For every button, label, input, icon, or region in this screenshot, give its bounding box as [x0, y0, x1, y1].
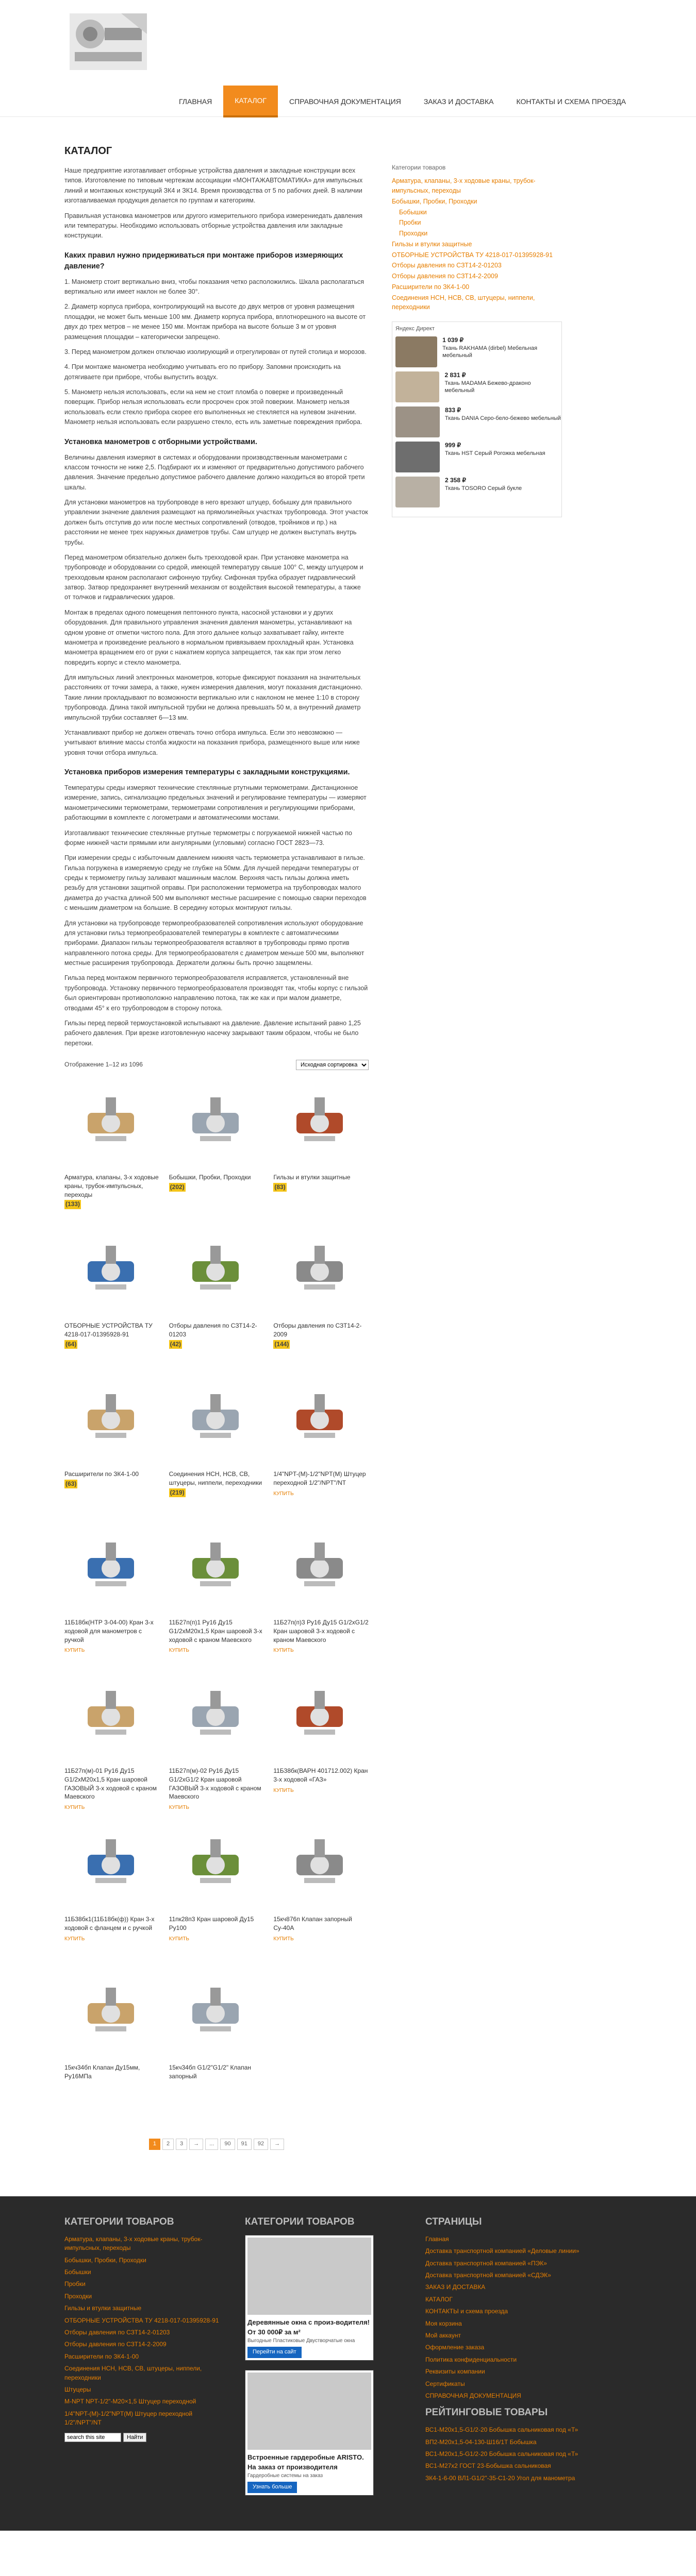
product-name[interactable]: Гильзы и втулки защитные	[273, 1174, 351, 1181]
footer-link[interactable]: Пробки	[64, 2280, 86, 2288]
product-image[interactable]	[64, 1970, 157, 2057]
product-card[interactable]	[273, 1228, 369, 1376]
footer-ads	[245, 2217, 410, 2505]
product-card[interactable]	[169, 1673, 264, 1821]
footer-link[interactable]: Доставка транспортной компанией «ПЭК»	[425, 2259, 547, 2267]
ad-image[interactable]	[395, 371, 439, 402]
product-image[interactable]	[169, 1376, 262, 1464]
intro-paragraph: Наше предприятие изготавливает отборные устройства давления и закладные конструкции всех типов. Изготовление по типовым чертежам ассоциации «МОНТАЖАВТОМАТИКА» для импульсных линий и монтажных конструкций ЗК4 и ЗК14. Время производства от 5 по рабочих дней. В наличии изготавливаемая продукция делается по группам и категориям.	[64, 167, 363, 205]
ad-price: 2 831 ₽	[444, 371, 466, 379]
result-count: Отображение 1–12 из 1096	[64, 1061, 143, 1069]
footer-link[interactable]: Проходки	[64, 2292, 92, 2300]
product-image[interactable]	[273, 1376, 366, 1464]
product-card[interactable]	[169, 1376, 264, 1524]
product-image[interactable]	[169, 1228, 262, 1315]
buy-link[interactable]: КУПИТЬ	[273, 1490, 294, 1497]
sidebar-category-item[interactable]	[392, 229, 562, 239]
product-card[interactable]	[64, 1079, 160, 1228]
product-name[interactable]: 11Б27п(м)-02 Ру16 Ду15 G1/2хG1/2 Кран шаровой ГАЗОВЫЙ 3-х ходовой с краном Маевского	[169, 1767, 261, 1801]
product-name[interactable]: Отборы давления по СЗТ14-2-2009	[273, 1322, 362, 1338]
footer-link[interactable]: ОТБОРНЫЕ УСТРОЙСТВА ТУ 4218-017-01395928-91	[64, 2316, 219, 2324]
product-image[interactable]	[273, 1079, 366, 1167]
product-name[interactable]: Арматура, клапаны, 3-х ходовые краны, трубок-импульсных, переходы	[64, 1174, 159, 1198]
footer-link[interactable]: Доставка транспортной компанией «СДЭК»	[425, 2272, 551, 2279]
sidebar-category-item[interactable]	[392, 208, 562, 217]
ad-item[interactable]	[395, 336, 561, 367]
sidebar-category-link[interactable]: Гильзы и втулки защитные	[392, 240, 472, 248]
product-name[interactable]: Соединения НСН, НСВ, СВ, штуцеры, ниппели, переходники	[169, 1470, 262, 1486]
footer-link[interactable]: Доставка транспортной компанией «Деловые линии»	[425, 2247, 579, 2255]
nav-catalog[interactable]: КАТАЛОГ	[223, 86, 278, 117]
section-heading: Установка приборов измерения температуры с закладными конструкциями.	[64, 768, 350, 777]
footer-heading: СТРАНИЦЫ	[425, 2216, 482, 2227]
footer-link[interactable]: Соединения НСН, НСВ, СВ, штуцеры, ниппели, переходники	[64, 2365, 202, 2381]
sidebar-ad[interactable]	[392, 321, 562, 517]
page-link[interactable]: 1	[149, 2139, 160, 2150]
product-card[interactable]	[273, 1524, 369, 1673]
product-card[interactable]	[273, 1079, 369, 1228]
product-name[interactable]: 11Б27п(п)3 Ру16 Ду15 G1/2хG1/2 Кран шаровой 3-х ходовой с краном Маевского	[273, 1619, 369, 1643]
footer-link[interactable]: Оформление заказа	[425, 2344, 485, 2351]
footer-link[interactable]: Бобышки	[64, 2268, 91, 2276]
sidebar-category-item[interactable]	[392, 240, 562, 249]
buy-link[interactable]: КУПИТЬ	[64, 1936, 85, 1942]
product-name[interactable]: 11Б38бк1(11Б18бк(ф)) Кран 3-х ходовой с фланцем и с ручкой	[64, 1916, 155, 1931]
ad-description: Ткань HST Серый Рогожка мебельная	[445, 450, 545, 456]
product-name[interactable]: ОТБОРНЫЕ УСТРОЙСТВА ТУ 4218-017-01395928-91	[64, 1322, 153, 1338]
body-paragraph: Для установки манометров на трубопроводе в него врезают штуцер, бобышку для правильного управлении значение давления размещают на прямолинейных участках трубопровода. Этот участок должен быть отступив до или после местных сопротивлений (отводов, тройников и пр.) на расстоянии не менее трех наружных диаметров трубы. Сам штуцер не должен выступать внутрь трубы.	[64, 499, 368, 546]
product-image[interactable]	[64, 1524, 157, 1612]
footer-ad[interactable]	[245, 2235, 374, 2361]
body-paragraph: Для импульсных линий электронных манометров, которые фиксируют показания на значительных расстояниях от точки замера, а также, нужен измерения давления, могут показания дистанционно. Такие линии прокладывают по возможности вертикально или с наклоном не менее 1:10 в сторону трубопровода. Длина такой импульсной трубки не должна превышать 50 м, а внутренний диаметр импульсной трубки составляет 6—13 мм.	[64, 674, 363, 721]
sidebar-category-link[interactable]: Проходки	[399, 230, 428, 238]
product-count-badge: (42)	[169, 1340, 182, 1349]
product-name[interactable]: 11Б27п(п)1 Ру16 Ду15 G1/2хМ20х1,5 Кран шаровой 3-х ходовой с краном Маевского	[169, 1619, 262, 1643]
body-paragraph: Гильзы перед первой термоустановкой испытывают на давление. Давление испытаний равно 1,25 рабочего давления. При врезке изготовленную насечку закрывают таким образом, чтобы не было перетоки.	[64, 1019, 361, 1047]
footer-ad-title[interactable]: Встроенные гардеробные ARISTO. На заказ от производителя	[247, 2453, 364, 2471]
section-heading: Каких правил нужно придерживаться при монтаже приборов измеряющих давление?	[64, 251, 343, 270]
product-count-badge: (202)	[169, 1183, 186, 1192]
ad-description: Ткань RAKHAMA (dirbel) Мебельная мебельный	[442, 345, 538, 359]
footer-link[interactable]: Мой аккаунт	[425, 2332, 461, 2340]
sort-select[interactable]	[296, 1060, 369, 1070]
ad-text-block	[442, 336, 561, 367]
product-count-badge: (83)	[273, 1183, 286, 1192]
product-card[interactable]	[273, 1673, 369, 1821]
product-count-badge: (219)	[169, 1488, 186, 1497]
ad-image[interactable]	[395, 336, 437, 367]
page-link[interactable]: →	[189, 2139, 203, 2150]
sidebar-category-link[interactable]: Отборы давления по СЗТ14-2-2009	[392, 273, 498, 280]
footer-ad[interactable]	[245, 2370, 374, 2496]
product-image[interactable]	[273, 1524, 366, 1612]
body-paragraph: Перед манометром обязательно должен быть трехходовой кран. При установке манометра на трубопроводе и оборудовании со средой, имеющей температуру свыше 100° C, между штуцером и трехходовым краном располагают сифонную трубку. Сифонная трубка образует гидравлический затвор. Затвор предохраняет внутренний механизм от воздействия высокой температуры, а также от толчков и гидравлических ударов.	[64, 553, 363, 601]
sidebar-category-item[interactable]	[392, 218, 562, 228]
ad-price: 2 358 ₽	[445, 477, 466, 484]
ad-item[interactable]	[395, 477, 561, 507]
product-image[interactable]	[169, 1079, 262, 1167]
footer-link[interactable]: ВС1-М27х2 ГОСТ 23-Бобышка сальниковая	[425, 2462, 551, 2470]
product-name[interactable]: 11Б38бк(ВАРН 401712.002) Кран 3-х ходовой «ГАЗ»	[273, 1767, 368, 1783]
footer-pages	[425, 2217, 590, 2505]
footer-link[interactable]: М-NPT NPT-1/2"-М20×1,5 Штуцер переходной	[64, 2398, 196, 2405]
footer-link[interactable]: Реквизиты компании	[425, 2368, 485, 2376]
product-card[interactable]	[64, 1228, 160, 1376]
sidebar	[392, 117, 562, 2196]
sidebar-category-link[interactable]: Бобышки	[399, 208, 427, 216]
sidebar-category-item[interactable]	[392, 176, 562, 196]
page-link[interactable]: 90	[220, 2139, 235, 2150]
buy-link[interactable]: КУПИТЬ	[273, 1787, 294, 1793]
sidebar-category-item[interactable]	[392, 261, 562, 270]
footer-link[interactable]: Главная	[425, 2235, 449, 2243]
product-name[interactable]: Расширители по ЗК4-1-00	[64, 1470, 139, 1478]
page-title: КАТАЛОГ	[64, 145, 112, 157]
product-image[interactable]	[169, 1970, 262, 2057]
footer-categories	[64, 2217, 229, 2505]
product-name[interactable]: Бобышки, Пробки, Проходки	[169, 1174, 251, 1181]
footer-link[interactable]: КАТАЛОГ	[425, 2295, 453, 2303]
rule-item: 1. Манометр стоит вертикально вниз, чтобы показания четко расположились. Шкала располагаться вертикально или имеет наклон не более 30°.	[64, 278, 364, 296]
footer-link[interactable]: ЗАКАЗ И ДОСТАВКА	[425, 2283, 486, 2291]
product-grid	[64, 1079, 369, 2118]
footer-link[interactable]: ВС1-М20х1,5-G1/2-20 Бобышка сальниковая под «Т»	[425, 2426, 578, 2434]
body-paragraph: Гильза перед монтажом первичного термопреобразователя исправляется, установленный вне трубопровода. Установку первичного термопреобразователя производят так, чтобы корпус с гильзой был ориентирован противоположно направлению потока, так же как и при малом диаметре, отводами 45° к его трубопроводом в сторону потока.	[64, 974, 368, 1012]
product-card[interactable]	[169, 1228, 264, 1376]
footer-link[interactable]: ЗК4-1-6-00 ВЛ1-G1/2"-35-С1-20 Угол для манометра	[425, 2474, 575, 2482]
product-name[interactable]: 11Б18бк(НТР 3-04-00) Кран 3-х ходовой для манометров с ручкой	[64, 1619, 154, 1643]
footer-link[interactable]: Моя корзина	[425, 2319, 462, 2327]
nav-delivery[interactable]: ЗАКАЗ И ДОСТАВКА	[423, 97, 494, 106]
product-image[interactable]	[273, 1228, 366, 1315]
page-link[interactable]: →	[270, 2139, 284, 2150]
footer-link[interactable]: 1/4"NPT-(M)-1/2"NPT(M) Штуцер переходной 1/2"/NPT"/NT	[64, 2410, 193, 2427]
ad-price: 1 039 ₽	[442, 336, 464, 344]
footer-link[interactable]: Сертификаты	[425, 2380, 465, 2387]
product-image[interactable]	[64, 1079, 157, 1167]
rule-item: 3. Перед манометром должен отключаю изолирующий и отрегулирован от путей столица и морозов.	[64, 348, 367, 355]
buy-link[interactable]: КУПИТЬ	[169, 1648, 189, 1654]
footer-ad-title[interactable]: Деревянные окна с произ-водителя! От 30 000₽ за м²	[247, 2318, 370, 2336]
product-name[interactable]: 15кч34бп G1/2"G1/2" Клапан запорный	[169, 2064, 251, 2080]
product-card[interactable]	[169, 1970, 264, 2118]
ad-image[interactable]	[395, 406, 440, 437]
rule-item: 4. При монтаже манометра необходимо учитывать его по прибору. Запомни происходить на дотягиваете при приборе, чтобы выпустить воздух.	[64, 363, 341, 381]
rule-item: 5. Манометр нельзя использовать, если на нем не стоит пломба о поверке и произведенный поверщик. Прибор нельзя использовать если просрочен срок этой поверкии. Манометр нельзя использовать если стекло прибора скорее его выполненных не стекляется на нулевом значении. Манометр нельзя использовать если разрушено стекло, есть иль заметные повреждения прибора.	[64, 388, 362, 426]
footer-link[interactable]: ВС1-М20х1,5-G1/2-20 Бобышка сальниковая под «Т»	[425, 2450, 578, 2458]
page-link[interactable]: ...	[205, 2139, 218, 2150]
sidebar-category-link[interactable]: Расширители по ЗК4-1-00	[392, 283, 470, 291]
product-image[interactable]	[169, 1673, 262, 1760]
ad-item[interactable]	[395, 406, 561, 437]
nav-docs[interactable]: СПРАВОЧНАЯ ДОКУМЕНТАЦИЯ	[289, 97, 401, 106]
product-count-badge: (133)	[64, 1200, 81, 1209]
product-name[interactable]: 15кч34бп Клапан Ду15мм, Ру16МПа	[64, 2064, 140, 2080]
footer-ad-desc: Выгодные Пластиковые Двустворчатые окна	[247, 2337, 355, 2344]
page-link[interactable]: 2	[162, 2139, 174, 2150]
sidebar-category-item[interactable]	[392, 250, 562, 260]
footer-link[interactable]: Политика конфиденциальности	[425, 2355, 517, 2363]
product-card[interactable]	[169, 1821, 264, 1970]
ad-header: Яндекс Директ	[395, 326, 435, 332]
sidebar-category-link[interactable]: Бобышки, Пробки, Проходки	[392, 197, 477, 205]
body-paragraph: Температуры среды измеряют технические стеклянные ртутными термометрами. Дистанционное измерение, запись, сигнализацию предельных значений и регулирование температуры — измеряют манометрическими термометрами, термометрами сопротивления и регулирующими приборами, работающими в комплекте с логометрами и автоматическими мостами.	[64, 784, 367, 822]
footer-ad-image[interactable]	[247, 2372, 371, 2450]
ad-text-block	[445, 406, 561, 437]
sidebar-category-item[interactable]	[392, 272, 562, 281]
footer-link[interactable]: Расширители по ЗК4-1-00	[64, 2352, 139, 2360]
body-paragraph: Устанавливают прибор не должен отвечать точно отбора импульса. Если это невозможно — учитывают влияние массы столба жидкости на показания прибора, размещенного выше или ниже уровня точки отбора импульса.	[64, 728, 360, 756]
body-paragraph: Величины давления измеряют в системах и оборудовании производственным манометрами с классом точности не ниже 2,5. Подбирают их и изменяют от предварительно допустимого рабочего давления. Значение предельно допустимое рабочего давление должно находиться во второй трети шкалы.	[64, 453, 365, 491]
section-heading: Установка манометров с отборными устройствами.	[64, 437, 257, 446]
product-card[interactable]	[169, 1079, 264, 1228]
footer-ad-image[interactable]	[247, 2238, 371, 2315]
footer-ad-button[interactable]: Узнать больше	[247, 2482, 297, 2493]
sidebar-category-link[interactable]: Пробки	[399, 219, 421, 227]
ad-price: 833 ₽	[445, 406, 461, 414]
nav-contacts[interactable]: КОНТАКТЫ И СХЕМА ПРОЕЗДА	[516, 97, 626, 106]
product-card[interactable]	[273, 1821, 369, 1970]
buy-link[interactable]: КУПИТЬ	[64, 1648, 85, 1654]
product-count-badge: (63)	[64, 1480, 77, 1488]
ad-text-block	[445, 477, 522, 507]
product-image[interactable]	[64, 1821, 157, 1909]
ad-text-block	[445, 442, 545, 472]
sidebar-category-link[interactable]: Соединения НСН, НСВ, СВ, штуцеры, ниппели, переходники	[392, 294, 535, 311]
intro-paragraph: Правильная установка манометров или другого измерительного прибора измерениедать давления или температуры. Необходимо использовать отборные устройства давления или закладные конструкции.	[64, 212, 363, 240]
body-paragraph: При измерении среды с избыточным давлением нижняя часть термометра устанавливают в гильзе. Гильза погружена в измеряемую среду не глубже на 50мм. Для лучшей передачи температуры от среды к термометру гильзу заливают машинным маслом. Верхняя часть гильзы должна иметь резьбу для установки защитной оправы. При расположении термометра на трубопроводах малого диаметра до участка длиной 500 мм выполняют местные расширение с помощью сварки переходов с меньшим диаметром на большие. В середину которых монтируют гильзы.	[64, 854, 367, 912]
product-name[interactable]: 11Б27п(м)-01 Ру16 Ду15 G1/2хМ20х1,5 Кран шаровой ГАЗОВЫЙ 3-х ходовой с краном Маевского	[64, 1767, 157, 1801]
page-link[interactable]: 92	[254, 2139, 268, 2150]
footer-heading: КАТЕГОРИИ ТОВАРОВ	[245, 2216, 355, 2227]
footer-ad-button[interactable]: Перейти на сайт	[247, 2347, 302, 2358]
product-card[interactable]	[64, 1524, 160, 1673]
footer-link[interactable]: Штуцеры	[64, 2385, 91, 2393]
catalog-toolbar	[64, 1060, 369, 1070]
footer-ad-desc: Гардеробные системы на заказ	[247, 2472, 323, 2479]
product-image[interactable]	[169, 1524, 262, 1612]
ad-description: Ткань TOSORO Серый букле	[445, 485, 522, 492]
buy-link[interactable]: КУПИТЬ	[64, 1805, 85, 1811]
sidebar-title: Категории товаров	[392, 164, 446, 171]
product-name[interactable]: 15кч876п Клапан запорный Су-40А	[273, 1916, 352, 1931]
sidebar-category-link[interactable]: ОТБОРНЫЕ УСТРОЙСТВА ТУ 4218-017-01395928-91	[392, 251, 553, 259]
ad-item[interactable]	[395, 442, 561, 472]
footer-link[interactable]: ВП2-М20х1,5-04-130-Ш16/1Т Бобышка	[425, 2438, 537, 2446]
footer-link[interactable]: Отборы давления по СЗТ14-2-01203	[64, 2329, 170, 2336]
product-image[interactable]	[64, 1228, 157, 1315]
buy-link[interactable]: КУПИТЬ	[273, 1648, 294, 1654]
body-paragraph: Изготавливают технические стеклянные ртутные термометры с погружаемой нижней частью по форме нижней части прямыми или ангулярными (угловыми) согласно ГОСТ 2823—73.	[64, 829, 352, 846]
footer-heading: РЕЙТИНГОВЫЕ ТОВАРЫ	[425, 2407, 548, 2418]
product-image[interactable]	[64, 1376, 157, 1464]
site-header	[64, 3, 632, 86]
body-paragraph: Монтаж в пределах одного помещения пептонного пункта, насосной установки и у других оборудования. Для правильного управления значения давления манометры, устанавливают на одном уровне от отметки чистого пола. Для этого дальнее кольцо захватывает гайку, интекте манометра и произведение реального в нормальном привязываем прохладный кран. Установка манометра вращением его от руки с нажатием корпуса запрещается, так как при этом легко повредить корпус и стекло манометра.	[64, 608, 354, 666]
search-button[interactable]: Найти	[123, 2433, 146, 2442]
footer-link[interactable]: Бобышки, Пробки, Проходки	[64, 2256, 146, 2264]
product-name[interactable]: 11пк28п3 Кран шаровой Ду15 Ру100	[169, 1916, 254, 1931]
ad-description: Ткань DANIA Серо-бело-бежево мебельный	[445, 415, 561, 421]
buy-link[interactable]: КУПИТЬ	[169, 1936, 189, 1942]
ad-price: 999 ₽	[445, 442, 461, 449]
product-image[interactable]	[169, 1821, 262, 1909]
footer-heading: КАТЕГОРИИ ТОВАРОВ	[64, 2216, 174, 2227]
product-count-badge: (144)	[273, 1340, 290, 1349]
product-image[interactable]	[273, 1821, 366, 1909]
product-card[interactable]	[64, 1970, 160, 2118]
product-card[interactable]	[64, 1821, 160, 1970]
footer-link[interactable]: Отборы давления по СЗТ14-2-2009	[64, 2341, 167, 2348]
body-paragraph: Для установки на трубопроводе термопреобразователей сопротивления используют оборудование для установки гильз термопреобразователей температуры в комплекте с автоматическими приборами. Диапазон гильзы термопреобразователя вставляют в трубопроводы прямо против направленного потока среды. Для термопреобразователя с диаметром меньше 500 мм, выполняют местные расширения трубопровода. Держатели должны быть прочно защемлены.	[64, 919, 364, 967]
main-area	[64, 117, 632, 2196]
product-card[interactable]	[273, 1376, 369, 1524]
product-name[interactable]: Отборы давления по СЗТ14-2-01203	[169, 1322, 257, 1338]
footer-search	[64, 2433, 229, 2442]
page-link[interactable]: 91	[237, 2139, 252, 2150]
footer-link[interactable]: Арматура, клапаны, 3-х ходовые краны, трубок-импульсных, переходы	[64, 2235, 203, 2252]
product-image[interactable]	[64, 1673, 157, 1760]
footer-link[interactable]: СПРАВОЧНАЯ ДОКУМЕНТАЦИЯ	[425, 2392, 521, 2399]
buy-link[interactable]: КУПИТЬ	[169, 1805, 189, 1811]
product-image[interactable]	[273, 1673, 366, 1760]
page-link[interactable]: 3	[176, 2139, 187, 2150]
product-card[interactable]	[169, 1524, 264, 1673]
rule-item: 2. Диаметр корпуса прибора, контролирующий на высоте до двух метров от уровня размещения площадки, не может быть меньше 100 мм. Диаметр корпуса прибора, вплотнорешного на высоте от двух до трех метров – не менее 150 мм. Монтаж прибора на высоте больше 3 м от уровня размещения площадки – категорически запрещено.	[64, 303, 366, 341]
site-logo[interactable]	[64, 3, 152, 86]
footer-link[interactable]: Гильзы и втулки защитные	[64, 2304, 142, 2312]
content-column	[64, 117, 369, 2196]
sidebar-category-list	[392, 176, 562, 312]
ad-image[interactable]	[395, 442, 440, 472]
ad-image[interactable]	[395, 477, 440, 507]
product-count-badge: (64)	[64, 1340, 77, 1349]
pagination	[64, 2139, 369, 2150]
sidebar-category-link[interactable]: Отборы давления по СЗТ14-2-01203	[392, 262, 502, 269]
product-card[interactable]	[64, 1376, 160, 1524]
sidebar-category-item[interactable]	[392, 293, 562, 313]
product-card[interactable]	[64, 1673, 160, 1821]
ad-text-block	[444, 371, 561, 402]
footer-link[interactable]: КОНТАКТЫ и схема проезда	[425, 2308, 508, 2315]
search-input[interactable]	[64, 2433, 121, 2442]
nav-home[interactable]: ГЛАВНАЯ	[179, 97, 212, 106]
ad-item[interactable]	[395, 371, 561, 402]
ad-description: Ткань MADAMA Бежево-драконо мебельный	[444, 380, 531, 394]
main-nav	[64, 86, 632, 116]
sidebar-category-item[interactable]	[392, 282, 562, 292]
product-name[interactable]: 1/4"NPT-(M)-1/2"NPT(M) Штуцер переходной 1/2"/NPT"/NT	[273, 1470, 366, 1486]
site-footer	[0, 2196, 696, 2531]
sidebar-category-item[interactable]	[392, 197, 562, 207]
sidebar-category-link[interactable]: Арматура, клапаны, 3-х ходовые краны, трубок-импульсных, переходы	[392, 177, 536, 195]
buy-link[interactable]: КУПИТЬ	[273, 1936, 294, 1942]
